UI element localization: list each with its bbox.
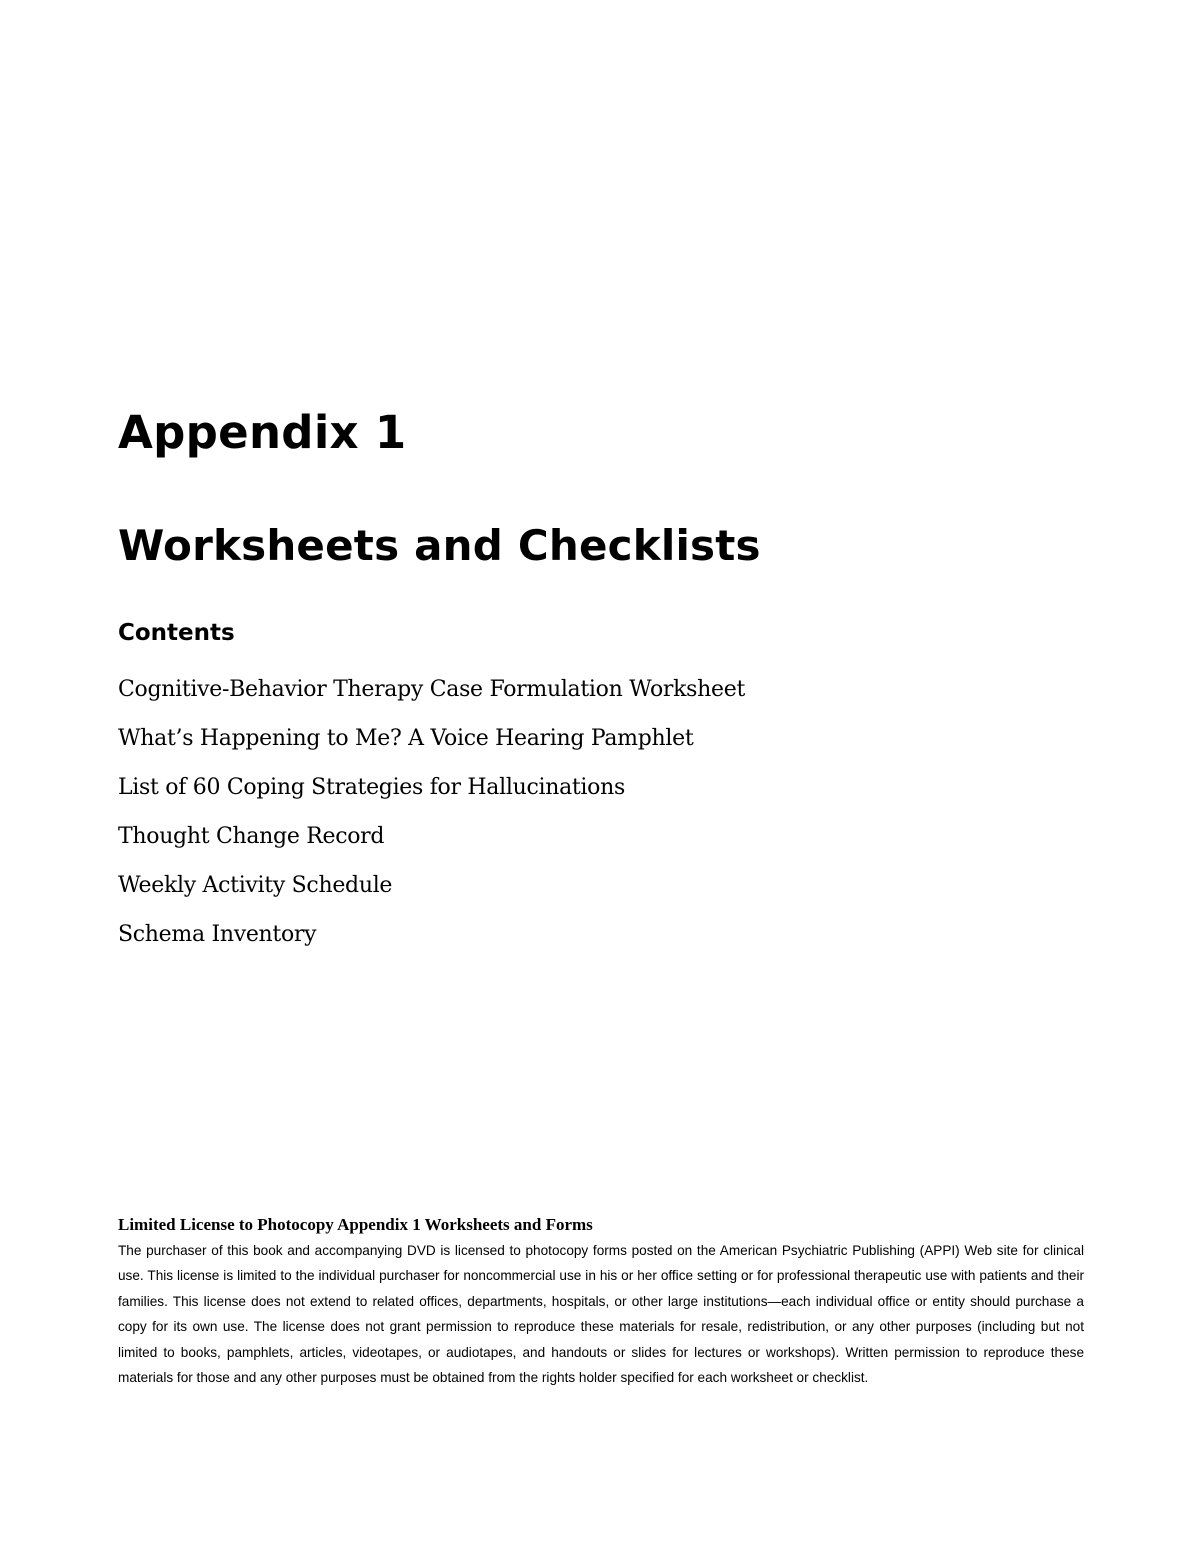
license-notice <box>118 1212 1084 1390</box>
contents-item: What’s Happening to Me? A Voice Hearing Pamphlet <box>118 726 694 751</box>
contents-item: Thought Change Record <box>118 824 385 849</box>
contents-item: Cognitive-Behavior Therapy Case Formulation Worksheet <box>118 677 746 702</box>
chapter-title: Worksheets and Checklists <box>118 521 761 570</box>
contents-list <box>118 665 745 959</box>
license-body: The purchaser of this book and accompanying DVD is licensed to photocopy forms posted on the American Psychiatric Publishing (APPI) Web site for clinical use. This license is limited to the individual purchaser for noncommercial use in his or her office setting or for professional therapeutic use with patients and their families. This license does not extend to related offices, departments, hospitals, or other large institutions—each individual office or entity should purchase a copy for its own use. The license does not grant permission to reproduce these materials for resale, redistribution, or any other purposes (including but not limited to books, pamphlets, articles, videotapes, or audiotapes, and handouts or slides for lectures or workshops). Written permission to reproduce these materials for those and any other purposes must be obtained from the rights holder specified for each worksheet or checklist. <box>118 1243 1084 1386</box>
license-title: Limited License to Photocopy Appendix 1 Worksheets and Forms <box>118 1215 593 1234</box>
contents-item: List of 60 Coping Strategies for Hallucinations <box>118 775 625 800</box>
contents-item: Schema Inventory <box>118 922 317 947</box>
contents-item: Weekly Activity Schedule <box>118 873 393 898</box>
appendix-label: Appendix 1 <box>118 406 407 459</box>
contents-heading: Contents <box>118 620 235 646</box>
